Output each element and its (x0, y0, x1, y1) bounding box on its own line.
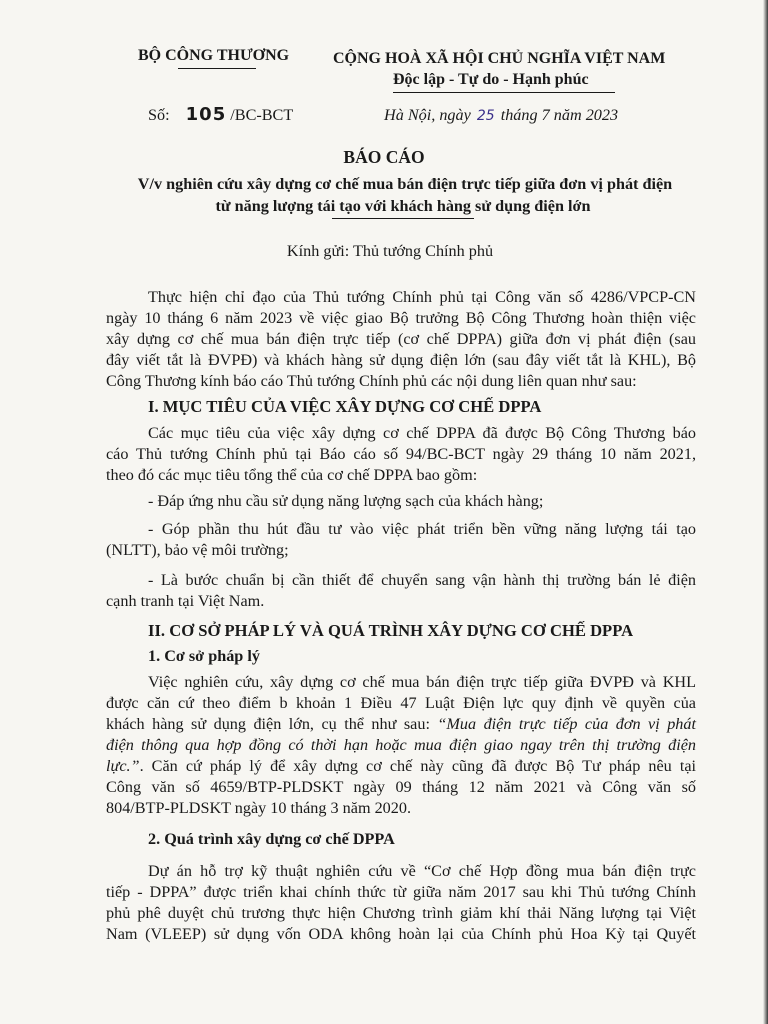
subject-underline (332, 218, 474, 219)
bullet-2 (106, 519, 696, 561)
law-quote-middle: điện thông qua hợp đồng có thời hạn hoặc mua điện giao ngay trên thị trường điện (106, 736, 696, 754)
republic-name: CỘNG HOÀ XÃ HỘI CHỦ NGHĨA VIỆT NAM (333, 50, 666, 67)
sub1-line: được căn cứ theo điểm b khoản 1 Điều 47 Luật Điện lực quy định về quyền của (106, 694, 696, 712)
subsection-1-heading: 1. Cơ sở pháp lý (148, 647, 260, 665)
sub2-line: phủ phê duyệt chủ trương thực hiện Chương trình giảm khí thải Năng lượng tại Việt (106, 904, 696, 922)
subject-line-2: từ năng lượng tái tạo với khách hàng sử dụng điện lớn (215, 197, 591, 215)
intro-line: đây viết tắt là ĐVPĐ) và khách hàng sử dụng điện lớn (sau đây viết tắt là KHL), Bộ (106, 351, 696, 369)
sub1-line-plain: . Căn cứ pháp lý để xây dựng cơ chế này cũng đã được Bộ Tư pháp nêu tại (139, 757, 696, 775)
subsection-2-heading: 2. Quá trình xây dựng cơ chế DPPA (148, 830, 395, 848)
national-motto: Độc lập - Tự do - Hạnh phúc (393, 71, 589, 88)
ministry-name: BỘ CÔNG THƯƠNG (138, 47, 290, 64)
sub1-line (106, 714, 696, 735)
section-1-line: Các mục tiêu của việc xây dựng cơ chế DPPA đã được Bộ Công Thương báo (148, 424, 696, 442)
date-day: 25 (476, 108, 495, 124)
sub1-line (106, 756, 696, 777)
bullet-3-line: - Là bước chuẩn bị cần thiết để chuyển sang vận hành thị trường bán lẻ điện (148, 571, 696, 589)
intro-paragraph (106, 287, 696, 392)
intro-line: Công Thương kính báo cáo Thủ tướng Chính phủ các nội dung liên quan như sau: (106, 372, 637, 390)
section-1-line: cáo Thủ tướng Chính phủ tại Báo cáo số 94/BC-BCT ngày 29 tháng 10 năm 2021, (106, 445, 696, 463)
section-1-line: theo đó các mục tiêu tổng thể của cơ chế DPPA bao gồm: (106, 466, 478, 484)
number-value: 105 (185, 104, 227, 125)
place-date (384, 106, 618, 125)
motto-underline (393, 92, 615, 93)
ministry-underline (178, 68, 256, 69)
subsection-1-paragraph (106, 672, 696, 819)
bullet-2-line: (NLTT), bảo vệ môi trường; (106, 541, 289, 559)
bullet-1: - Đáp ứng nhu cầu sử dụng năng lượng sạch của khách hàng; (148, 492, 544, 510)
intro-line: Thực hiện chỉ đạo của Thủ tướng Chính phủ tại Công văn số 4286/VPCP-CN (148, 288, 696, 306)
recipient: Kính gửi: Thủ tướng Chính phủ (286, 242, 494, 260)
sub1-line: Công văn số 4659/BTP-PLDSKT ngày 09 tháng 12 năm 2021 và Công văn số (106, 778, 696, 796)
intro-line: xây dựng cơ chế mua bán điện trực tiếp (cơ chế DPPA) giữa đơn vị phát điện (sau (106, 330, 696, 348)
number-suffix: /BC-BCT (230, 106, 294, 124)
sub1-line-plain: khách hàng sử dụng điện lớn, cụ thể như sau: (106, 715, 438, 733)
sub1-line: 804/BTP-PLDSKT ngày 10 tháng 3 năm 2020. (106, 799, 412, 817)
document-type: BÁO CÁO (343, 147, 425, 167)
bullet-2-line: - Góp phần thu hút đầu tư vào việc phát triển bền vững năng lượng tái tạo (148, 520, 696, 538)
sub2-line: Nam (VLEEP) sử dụng vốn ODA không hoàn lại của Chính phủ Hoa Kỳ tại Quyết (106, 925, 696, 943)
intro-line: ngày 10 tháng 6 năm 2023 về việc giao Bộ trưởng Bộ Công Thương hoàn thiện việc (106, 309, 696, 327)
bullet-3 (106, 570, 696, 612)
bullet-3-line: cạnh tranh tại Việt Nam. (106, 592, 265, 610)
sub2-line: Dự án hỗ trợ kỹ thuật nghiên cứu về “Cơ chế Hợp đồng mua bán điện trực (148, 862, 696, 880)
sub1-line: Việc nghiên cứu, xây dựng cơ chế mua bán điện trực tiếp giữa ĐVPĐ và KHL (148, 673, 696, 691)
date-month-year: tháng 7 năm 2023 (500, 106, 619, 124)
document-number (148, 104, 293, 125)
subject-line-1: V/v nghiên cứu xây dựng cơ chế mua bán điện trực tiếp giữa đơn vị phát điện (137, 175, 673, 193)
section-1-paragraph (106, 423, 696, 486)
sub2-line: tiếp - DPPA” được triển khai chính thức từ giữa năm 2017 sau khi Thủ tướng Chính (106, 883, 696, 901)
subsection-2-paragraph (106, 861, 696, 945)
section-2-heading: II. CƠ SỞ PHÁP LÝ VÀ QUÁ TRÌNH XÂY DỰNG CƠ CHẾ DPPA (148, 621, 634, 640)
law-quote-end: lực.” (106, 757, 140, 775)
place-date-prefix: Hà Nội, ngày (384, 106, 471, 124)
scan-edge-shadow (763, 0, 768, 1024)
number-label: Số: (148, 106, 170, 124)
section-1-heading: I. MỤC TIÊU CỦA VIỆC XÂY DỰNG CƠ CHẾ DPPA (148, 397, 542, 416)
law-quote-start: “Mua điện trực tiếp của đơn vị phát (437, 715, 696, 733)
